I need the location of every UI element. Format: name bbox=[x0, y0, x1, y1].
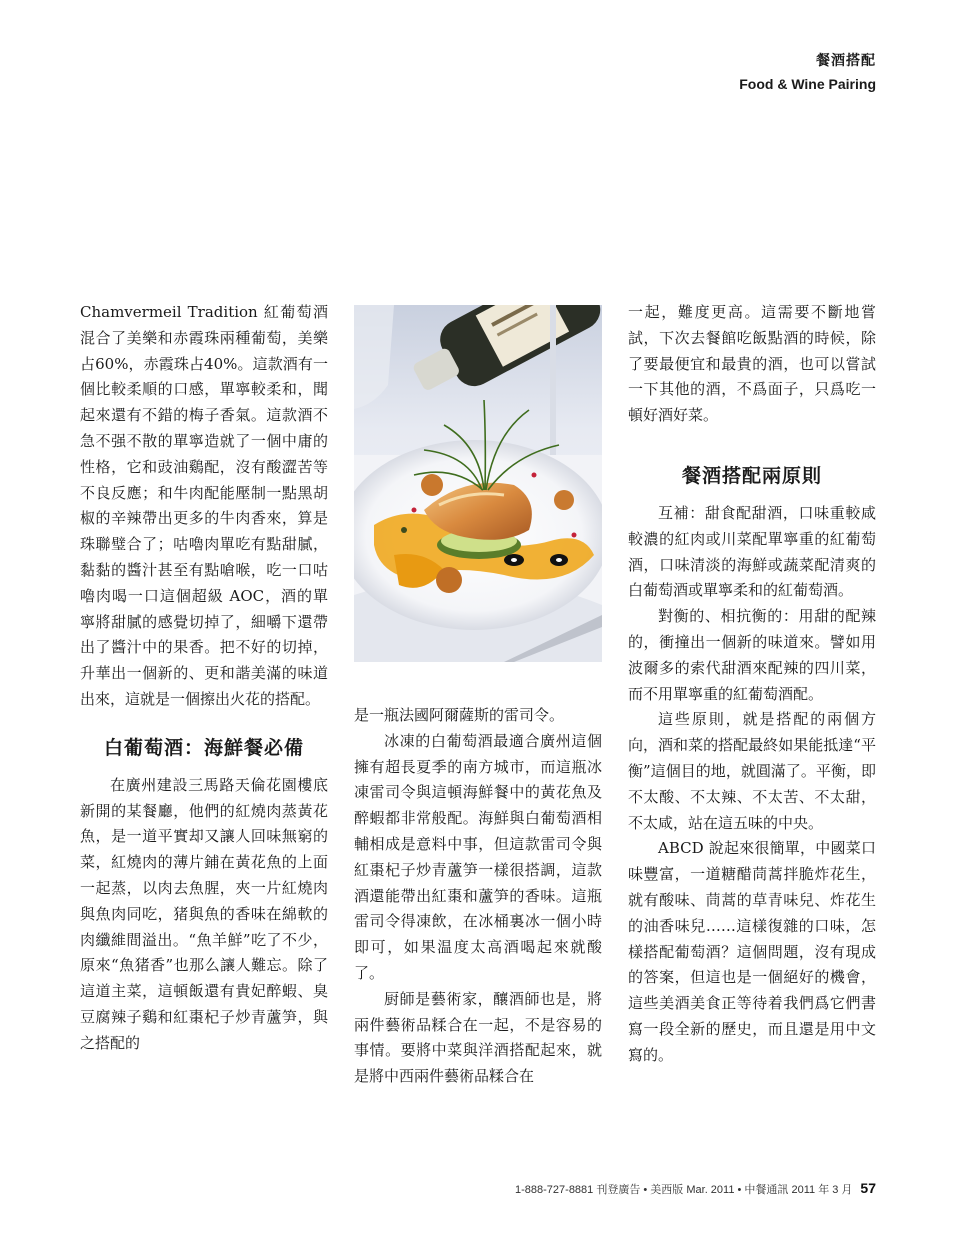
article-column-1 bbox=[80, 300, 328, 1057]
paragraph: 互補：甜食配甜酒，口味重較咸較濃的紅肉或川菜配單寧重的紅葡萄酒，口味清淡的海鮮或蔬菜配清爽的白葡萄酒或單寧柔和的紅葡萄酒。 bbox=[628, 503, 876, 600]
article-column-2 bbox=[354, 703, 602, 1090]
paragraph: ABCD 說起來很簡單，中國菜口味豐富，一道糖醋茼蒿拌脆炸花生，就有酸味、茼蒿的草青味兒、炸花生的油香味兒……這樣復雜的口味，怎樣搭配葡萄酒？這個問題，沒有現成的答案，但這也是一個絕好的機會，這些美酒美食正等待着我們爲它們書寫一段全新的歷史，而且還是用中文寫的。 bbox=[628, 839, 876, 1064]
paragraph: 對衡的、相抗衡的：用甜的配辣的，衝撞出一個新的味道來。譬如用波爾多的索代甜酒來配辣的四川菜，而不用單寧重的紅葡萄酒配。 bbox=[628, 607, 876, 703]
page-header bbox=[739, 50, 876, 92]
food-wine-photo bbox=[354, 305, 602, 662]
paragraph: 冰凍的白葡萄酒最適合廣州這個擁有超長夏季的南方城市，而這瓶冰凍雷司令與這頓海鮮餐中的黃花魚及醉蝦都非常般配。海鮮與白葡萄酒相輔相成是意料中事，但這款雷司令與紅棗杞子炒青蘆笋一樣很搭調，這款酒還能帶出紅棗和蘆笋的香味。這瓶雷司令得凍飲，在冰桶裏冰一個小時即可，如果温度太高酒喝起來就酸了。 bbox=[354, 731, 602, 982]
paragraph: 是一瓶法國阿爾薩斯的雷司令。 bbox=[354, 706, 565, 724]
section-heading-white-wine: 白葡萄酒：海鮮餐必備 bbox=[103, 736, 304, 759]
section-title-en: Food & Wine Pairing bbox=[739, 76, 876, 92]
paragraph: 這些原則，就是搭配的兩個方向，酒和菜的搭配最終如果能抵達“平衡”這個目的地，就圓滿了。平衡，即不太酸、不太辣、不太苦、不太甜，不太咸，站在這五味的中央。 bbox=[628, 710, 876, 832]
page-number: 57 bbox=[860, 1180, 876, 1196]
paragraph: 在廣州建設三馬路天倫花園樓底新開的某餐廳，他們的紅燒肉蒸黃花魚，是一道平實却又讓人回味無窮的菜，紅燒肉的薄片鋪在黃花魚的上面一起蒸，以肉去魚腥，夾一片紅燒肉與魚肉同吃，猪與魚的香味在綿軟的肉纖維間溢出。“魚羊鮮”吃了不少，原來“魚猪香”也那么讓人難忘。除了這道主菜，這頓飯還有貴妃醉蝦、臭豆腐辣子鷄和紅棗杞子炒青蘆笋，與之搭配的 bbox=[80, 775, 328, 1052]
section-title-zh: 餐酒搭配 bbox=[816, 53, 876, 69]
paragraph: 一起，難度更高。這需要不斷地嘗試，下次去餐館吃飯點酒的時候，除了要最便宜和最貴的酒，也可以嘗試一下其他的酒，不爲面子，只爲吃一頓好酒好菜。 bbox=[628, 303, 876, 425]
paragraph: 厨師是藝術家，釀酒師也是，將兩件藝術品糅合在一起，不是容易的事情。要將中菜與洋酒搭配起來，就是將中西兩件藝術品糅合在 bbox=[354, 989, 602, 1086]
paragraph: Chamvermeil Tradition 紅葡萄酒混合了美樂和赤霞珠兩種葡萄，美樂占60%，赤霞珠占40%。這款酒有一個比較柔順的口感，單寧較柔和，聞起來還有不錯的梅子香氣。這款酒不急不强不散的單寧造就了一個中庸的性格，它和豉油鷄配，沒有酸澀苦等不良反應；和牛肉配能壓制一點黑胡椒的辛辣帶出更多的牛肉香來，算是珠聯璧合了；咕嚕肉單吃有點甜膩，黏黏的醬汁甚至有點嗆喉，吃一口咕嚕肉喝一口這個超級 AOC，酒的單寧將甜膩的感覺切掉了，細嚼下還帶出了醬汁中的果香。把不好的切掉，升華出一個新的、更和諧美滿的味道出來，這就是一個擦出火花的搭配。 bbox=[80, 303, 328, 708]
footer-text: 1-888-727-8881 刊登廣告 • 美西版 Mar. 2011 • 中餐通訊 2011 年 3 月 bbox=[515, 1184, 853, 1196]
page-footer bbox=[515, 1180, 876, 1197]
section-heading-principles: 餐酒搭配兩原則 bbox=[681, 464, 822, 487]
article-column-3 bbox=[628, 300, 876, 1069]
